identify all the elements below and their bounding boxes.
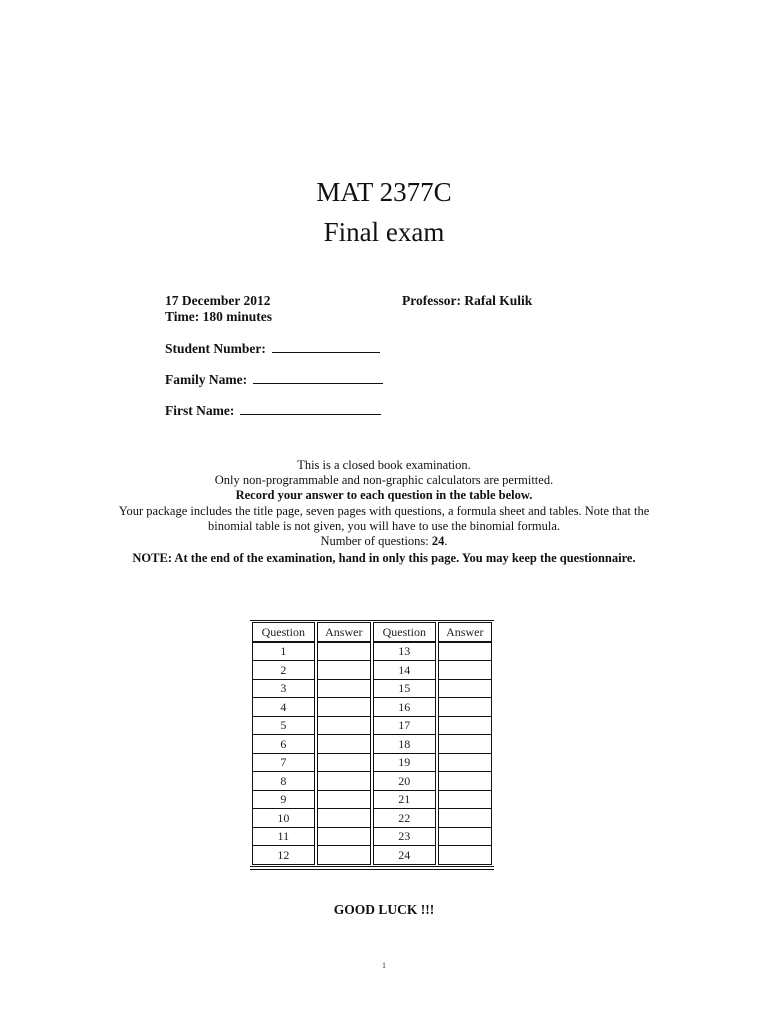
question-number-cell: 12 <box>252 846 315 865</box>
answer-cell[interactable] <box>317 809 371 828</box>
question-number-cell: 18 <box>373 735 436 754</box>
question-number-cell: 11 <box>252 828 315 847</box>
instruction-record-answers: Record your answer to each question in the table below. <box>235 488 533 503</box>
instruction-binomial: binomial table is not given, you will have to use the binomial formula. <box>207 518 561 533</box>
answer-cell[interactable] <box>438 828 492 847</box>
table-row <box>252 642 492 662</box>
answer-cell[interactable] <box>317 828 371 847</box>
table-row <box>252 680 492 699</box>
table-row <box>252 809 492 828</box>
table-bottom-rule-double <box>250 869 494 870</box>
table-header-cell: Question <box>373 622 436 642</box>
question-number-cell: 8 <box>252 772 315 791</box>
question-number-cell: 4 <box>252 698 315 717</box>
question-number-cell: 6 <box>252 735 315 754</box>
instruction-package: Your package includes the title page, seven pages with questions, a formula sheet and tables. Note that the <box>118 503 650 518</box>
question-number-cell: 2 <box>252 661 315 680</box>
family-name-field[interactable] <box>253 371 383 384</box>
answer-cell[interactable] <box>317 754 371 773</box>
question-number-cell: 21 <box>373 791 436 810</box>
table-row <box>252 661 492 680</box>
question-number-cell: 19 <box>373 754 436 773</box>
question-number-cell: 17 <box>373 717 436 736</box>
page-number: 1 <box>382 961 386 970</box>
answer-cell[interactable] <box>438 772 492 791</box>
table-row <box>252 828 492 847</box>
answer-cell[interactable] <box>438 735 492 754</box>
answer-cell[interactable] <box>317 846 371 865</box>
instruction-note: NOTE: At the end of the examination, hand in only this page. You may keep the questionnaire. <box>132 551 636 566</box>
table-bottom-rule <box>250 866 494 867</box>
answer-cell[interactable] <box>317 791 371 810</box>
answer-cell[interactable] <box>317 680 371 699</box>
answer-table <box>250 620 494 870</box>
table-row <box>252 791 492 810</box>
answer-cell[interactable] <box>438 642 492 662</box>
question-number-cell: 16 <box>373 698 436 717</box>
table-row <box>252 772 492 791</box>
table-row <box>252 754 492 773</box>
answer-cell[interactable] <box>317 698 371 717</box>
instruction-calculators: Only non-programmable and non-graphic calculators are permitted. <box>214 473 554 488</box>
table-header-cell: Answer <box>438 622 492 642</box>
table-row <box>252 735 492 754</box>
answer-cell[interactable] <box>438 791 492 810</box>
question-number-cell: 15 <box>373 680 436 699</box>
student-number-label: Student Number: <box>165 341 266 356</box>
question-number-cell: 20 <box>373 772 436 791</box>
answer-cell[interactable] <box>317 642 371 662</box>
answer-cell[interactable] <box>438 809 492 828</box>
question-number-cell: 10 <box>252 809 315 828</box>
exam-time: Time: 180 minutes <box>165 309 272 324</box>
student-number-row <box>165 340 380 357</box>
exam-title-type: Final exam <box>323 217 445 247</box>
instructions <box>0 458 768 566</box>
answer-cell[interactable] <box>317 661 371 680</box>
question-number-cell: 24 <box>373 846 436 865</box>
table-row <box>252 698 492 717</box>
first-name-field[interactable] <box>240 402 381 415</box>
first-name-row <box>165 402 381 419</box>
table-header-row <box>252 622 492 642</box>
table-top-rule <box>250 620 494 621</box>
first-name-label: First Name: <box>165 403 235 418</box>
exam-title-course: MAT 2377C <box>316 177 452 207</box>
question-number-cell: 1 <box>252 642 315 662</box>
exam-date: 17 December 2012 <box>165 293 271 308</box>
answer-cell[interactable] <box>438 680 492 699</box>
question-count-label: Number of questions: <box>320 534 432 549</box>
student-number-field[interactable] <box>272 340 380 353</box>
answer-cell[interactable] <box>438 661 492 680</box>
instruction-closed-book: This is a closed book examination. <box>297 458 471 472</box>
table-header-cell: Question <box>252 622 315 642</box>
answer-cell[interactable] <box>317 717 371 736</box>
answer-cell[interactable] <box>438 717 492 736</box>
good-luck: GOOD LUCK !!! <box>333 902 435 917</box>
answer-cell[interactable] <box>317 772 371 791</box>
question-number-cell: 9 <box>252 791 315 810</box>
question-number-cell: 5 <box>252 717 315 736</box>
answer-cell[interactable] <box>438 754 492 773</box>
question-number-cell: 3 <box>252 680 315 699</box>
table-header-cell: Answer <box>317 622 371 642</box>
question-number-cell: 22 <box>373 809 436 828</box>
question-number-cell: 7 <box>252 754 315 773</box>
answer-cell[interactable] <box>438 698 492 717</box>
family-name-label: Family Name: <box>165 372 248 387</box>
table-row <box>252 846 492 865</box>
question-number-cell: 13 <box>373 642 436 662</box>
question-number-cell: 14 <box>373 661 436 680</box>
answer-cell[interactable] <box>317 735 371 754</box>
family-name-row <box>165 371 383 388</box>
professor-name: Professor: Rafal Kulik <box>402 293 533 308</box>
question-number-cell: 23 <box>373 828 436 847</box>
question-count <box>0 534 768 549</box>
question-count-suffix: . <box>444 534 448 549</box>
question-count-value: 24 <box>431 534 445 549</box>
table-row <box>252 717 492 736</box>
answer-cell[interactable] <box>438 846 492 865</box>
